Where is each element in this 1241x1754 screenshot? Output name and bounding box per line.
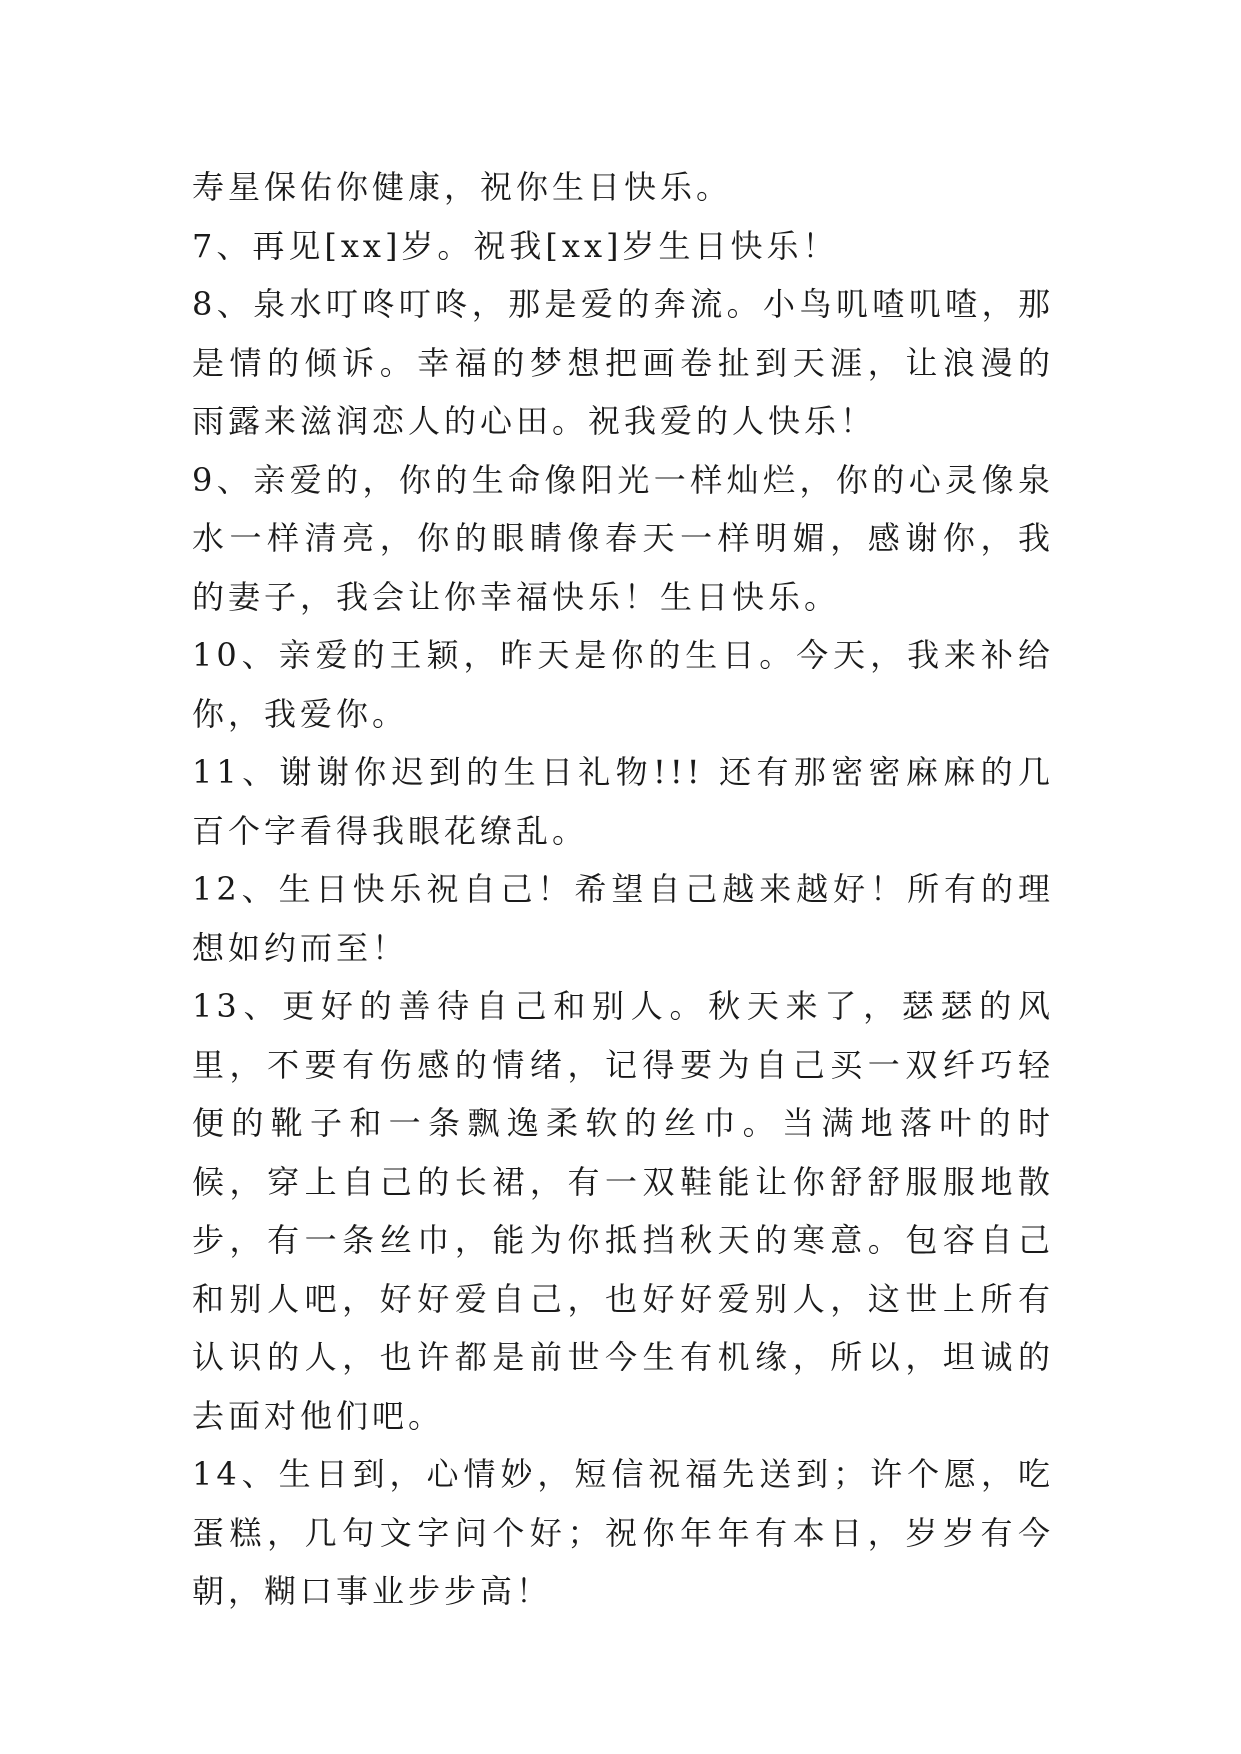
document-body (192, 158, 1054, 1621)
paragraph-continuation: 寿星保佑你健康，祝你生日快乐。 (192, 168, 733, 206)
paragraph-11: 11、谢谢你迟到的生日礼物!!! 还有那密密麻麻的几百个字看得我眼花缭乱。 (192, 753, 1054, 850)
paragraph-7: 7、再见[xx]岁。祝我[xx]岁生日快乐！ (192, 226, 839, 265)
paragraph-12: 12、生日快乐祝自己！希望自己越来越好！所有的理想如约而至！ (192, 870, 1054, 967)
paragraph-8: 8、泉水叮咚叮咚，那是爱的奔流。小鸟叽喳叽喳，那是情的倾诉。幸福的梦想把画卷扯到天涯，让浪漫的雨露来滋润恋人的心田。祝我爱的人快乐！ (192, 285, 1054, 440)
paragraph-9: 9、亲爱的，你的生命像阳光一样灿烂，你的心灵像泉水一样清亮，你的眼睛像春天一样明媚，感谢你，我的妻子，我会让你幸福快乐！生日快乐。 (192, 460, 1054, 616)
paragraph-14: 14、生日到，心情妙，短信祝福先送到；许个愿，吃蛋糕，几句文字问个好；祝你年年有本日，岁岁有今朝，糊口事业步步高！ (192, 1455, 1054, 1610)
paragraph-13: 13、更好的善待自己和别人。秋天来了，瑟瑟的风里，不要有伤感的情绪，记得要为自己买一双纤巧轻便的靴子和一条飘逸柔软的丝巾。当满地落叶的时候，穿上自己的长裙，有一双鞋能让你舒舒服服地散步，有一条丝巾，能为你抵挡秋天的寒意。包容自己和别人吧，好好爱自己，也好好爱别人，这世上所有认识的人，也许都是前世今生有机缘，所以，坦诚的去面对他们吧。 (192, 987, 1054, 1435)
paragraph-10: 10、亲爱的王颖，昨天是你的生日。今天，我来补给你，我爱你。 (192, 636, 1054, 733)
